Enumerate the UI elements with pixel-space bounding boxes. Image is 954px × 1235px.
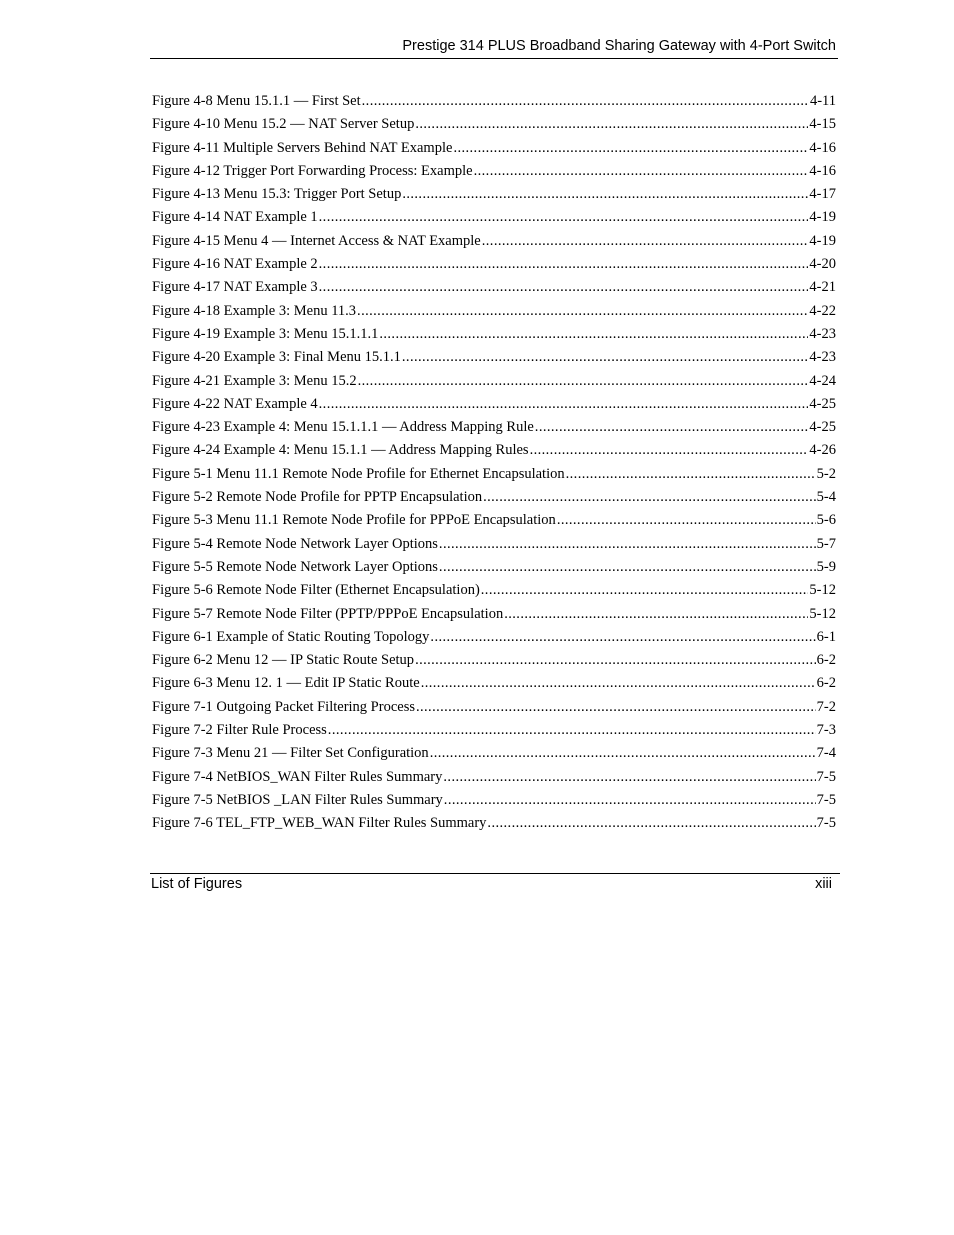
figure-entry-title: Figure 5-3 Menu 11.1 Remote Node Profile for PPPoE Encapsulation	[152, 512, 556, 529]
dot-leader	[358, 371, 809, 391]
figure-entry-page: 7-5	[816, 768, 836, 785]
dot-leader	[319, 254, 809, 274]
figure-entry-page: 6-2	[816, 675, 836, 692]
header-title: Prestige 314 PLUS Broadband Sharing Gateway with 4-Port Switch	[402, 38, 836, 54]
figure-entry-page: 4-11	[809, 93, 836, 109]
figure-entry-title: Figure 4-13 Menu 15.3: Trigger Port Setup	[152, 186, 402, 203]
figure-entry-title: Figure 4-12 Trigger Port Forwarding Process: Example	[152, 162, 473, 179]
figure-entry-page: 4-26	[809, 442, 836, 459]
list-item[interactable]	[152, 557, 836, 580]
dot-leader	[487, 813, 815, 833]
dot-leader	[357, 301, 808, 321]
list-item[interactable]	[152, 604, 836, 627]
page-header	[150, 36, 838, 59]
figure-entry-title: Figure 4-18 Example 3: Menu 11.3	[152, 302, 357, 319]
figure-entry-page: 4-23	[809, 349, 836, 366]
figure-entry-title: Figure 4-22 NAT Example 4	[152, 395, 318, 412]
list-item[interactable]	[152, 767, 836, 790]
figure-entry-page: 4-17	[809, 186, 836, 203]
figure-entry-page: 4-25	[809, 419, 836, 436]
footer-section-title: List of Figures	[151, 876, 243, 892]
figure-entry-page: 4-25	[809, 395, 836, 412]
list-of-figures	[152, 91, 836, 837]
list-item[interactable]	[152, 790, 836, 813]
figure-entry-page: 4-22	[809, 302, 836, 319]
dot-leader	[444, 790, 816, 810]
figure-entry-page: 5-6	[816, 512, 836, 529]
list-item[interactable]	[152, 347, 836, 370]
list-item[interactable]	[152, 138, 836, 161]
dot-leader	[430, 743, 816, 763]
list-item[interactable]	[152, 254, 836, 277]
figure-entry-page: 5-9	[816, 558, 836, 575]
figure-entry-page: 7-2	[816, 698, 836, 715]
figure-entry-page: 4-19	[809, 232, 836, 249]
dot-leader	[482, 231, 809, 251]
figure-entry-page: 5-7	[816, 535, 836, 552]
figure-entry-page: 4-19	[809, 209, 836, 226]
list-item[interactable]	[152, 394, 836, 417]
figure-entry-title: Figure 4-17 NAT Example 3	[152, 279, 318, 296]
dot-leader	[402, 347, 809, 367]
dot-leader	[379, 324, 808, 344]
figure-entry-title: Figure 5-6 Remote Node Filter (Ethernet Encapsulation)	[152, 582, 480, 599]
figure-entry-title: Figure 4-8 Menu 15.1.1 — First Set	[152, 93, 361, 109]
dot-leader	[443, 767, 815, 787]
figure-entry-title: Figure 4-14 NAT Example 1	[152, 209, 318, 226]
list-item[interactable]	[152, 720, 836, 743]
dot-leader	[319, 207, 809, 227]
figure-entry-title: Figure 4-16 NAT Example 2	[152, 256, 318, 273]
figure-entry-title: Figure 6-1 Example of Static Routing Topology	[152, 628, 430, 645]
figure-entry-page: 7-4	[816, 745, 836, 762]
figure-entry-title: Figure 7-6 TEL_FTP_WEB_WAN Filter Rules Summary	[152, 815, 487, 832]
figure-entry-title: Figure 4-23 Example 4: Menu 15.1.1.1 — Address Mapping Rule	[152, 419, 534, 436]
page-footer	[150, 873, 840, 898]
figure-entry-page: 6-1	[816, 628, 836, 645]
figure-entry-page: 4-15	[809, 116, 836, 133]
list-item[interactable]	[152, 161, 836, 184]
dot-leader	[439, 534, 816, 554]
dot-leader	[430, 627, 815, 647]
figure-entry-page: 7-5	[816, 815, 836, 832]
list-item[interactable]	[152, 207, 836, 230]
list-item[interactable]	[152, 301, 836, 324]
figure-entry-title: Figure 6-2 Menu 12 — IP Static Route Setup	[152, 652, 415, 669]
list-item[interactable]	[152, 673, 836, 696]
figure-entry-title: Figure 4-11 Multiple Servers Behind NAT Example	[152, 139, 453, 156]
list-item[interactable]	[152, 184, 836, 207]
dot-leader	[535, 417, 809, 437]
dot-leader	[483, 487, 816, 507]
dot-leader	[453, 138, 808, 158]
figure-entry-title: Figure 4-21 Example 3: Menu 15.2	[152, 372, 357, 389]
figure-entry-page: 7-3	[816, 722, 836, 739]
dot-leader	[421, 673, 816, 693]
figure-entry-page: 5-4	[816, 489, 836, 506]
figure-entry-title: Figure 6-3 Menu 12. 1 — Edit IP Static Route	[152, 675, 420, 692]
dot-leader	[566, 464, 816, 484]
list-item[interactable]	[152, 534, 836, 557]
figure-entry-page: 7-5	[816, 791, 836, 808]
figure-entry-title: Figure 7-4 NetBIOS_WAN Filter Rules Summary	[152, 768, 443, 785]
figure-entry-page: 4-24	[809, 372, 836, 389]
dot-leader	[557, 510, 816, 530]
dot-leader	[402, 184, 808, 204]
figure-entry-page: 4-16	[809, 162, 836, 179]
list-item[interactable]	[152, 277, 836, 300]
figure-entry-page: 4-23	[809, 325, 836, 342]
dot-leader	[328, 720, 816, 740]
figure-entry-page: 6-2	[816, 652, 836, 669]
list-item[interactable]	[152, 627, 836, 650]
figure-entry-page: 4-21	[809, 279, 836, 296]
list-item[interactable]	[152, 231, 836, 254]
figure-entry-page: 4-20	[809, 256, 836, 273]
figure-entry-title: Figure 5-1 Menu 11.1 Remote Node Profile for Ethernet Encapsulation	[152, 465, 565, 482]
figure-entry-title: Figure 7-2 Filter Rule Process	[152, 722, 327, 739]
figure-entry-title: Figure 4-19 Example 3: Menu 15.1.1.1	[152, 325, 379, 342]
figure-entry-title: Figure 4-10 Menu 15.2 — NAT Server Setup	[152, 116, 415, 133]
list-item[interactable]	[152, 697, 836, 720]
figure-entry-page: 5-2	[816, 465, 836, 482]
list-item[interactable]	[152, 813, 836, 836]
dot-leader	[530, 440, 809, 460]
list-item[interactable]	[152, 417, 836, 440]
figure-entry-page: 5-12	[809, 605, 836, 622]
dot-leader	[415, 650, 816, 670]
list-item[interactable]	[152, 91, 836, 114]
dot-leader	[319, 394, 809, 414]
list-item[interactable]	[152, 580, 836, 603]
figure-entry-title: Figure 5-7 Remote Node Filter (PPTP/PPPoE Encapsulation	[152, 605, 504, 622]
list-item[interactable]	[152, 743, 836, 766]
dot-leader	[474, 161, 809, 181]
figure-entry-page: 5-12	[809, 582, 836, 599]
dot-leader	[362, 91, 809, 111]
list-item[interactable]	[152, 464, 836, 487]
dot-leader	[415, 114, 808, 134]
list-item[interactable]	[152, 650, 836, 673]
dot-leader	[504, 604, 808, 624]
figure-entry-title: Figure 5-4 Remote Node Network Layer Options	[152, 535, 438, 552]
figure-entry-title: Figure 7-1 Outgoing Packet Filtering Process	[152, 698, 415, 715]
figure-entry-title: Figure 4-24 Example 4: Menu 15.1.1 — Address Mapping Rules	[152, 442, 529, 459]
figure-entry-title: Figure 5-5 Remote Node Network Layer Options	[152, 558, 438, 575]
dot-leader	[481, 580, 809, 600]
list-item[interactable]	[152, 487, 836, 510]
list-item[interactable]	[152, 324, 836, 347]
dot-leader	[319, 277, 809, 297]
dot-leader	[416, 697, 816, 717]
figure-entry-title: Figure 4-20 Example 3: Final Menu 15.1.1	[152, 349, 401, 366]
list-item[interactable]	[152, 510, 836, 533]
dot-leader	[439, 557, 816, 577]
figure-entry-title: Figure 5-2 Remote Node Profile for PPTP Encapsulation	[152, 489, 483, 506]
figure-entry-title: Figure 7-3 Menu 21 — Filter Set Configuration	[152, 745, 429, 762]
list-item[interactable]	[152, 114, 836, 137]
figure-entry-title: Figure 7-5 NetBIOS _LAN Filter Rules Summary	[152, 791, 443, 808]
list-item[interactable]	[152, 440, 836, 463]
footer-page-number: xiii	[815, 876, 832, 892]
figure-entry-page: 4-16	[809, 139, 836, 156]
list-item[interactable]	[152, 371, 836, 394]
figure-entry-title: Figure 4-15 Menu 4 — Internet Access & NAT Example	[152, 232, 481, 249]
